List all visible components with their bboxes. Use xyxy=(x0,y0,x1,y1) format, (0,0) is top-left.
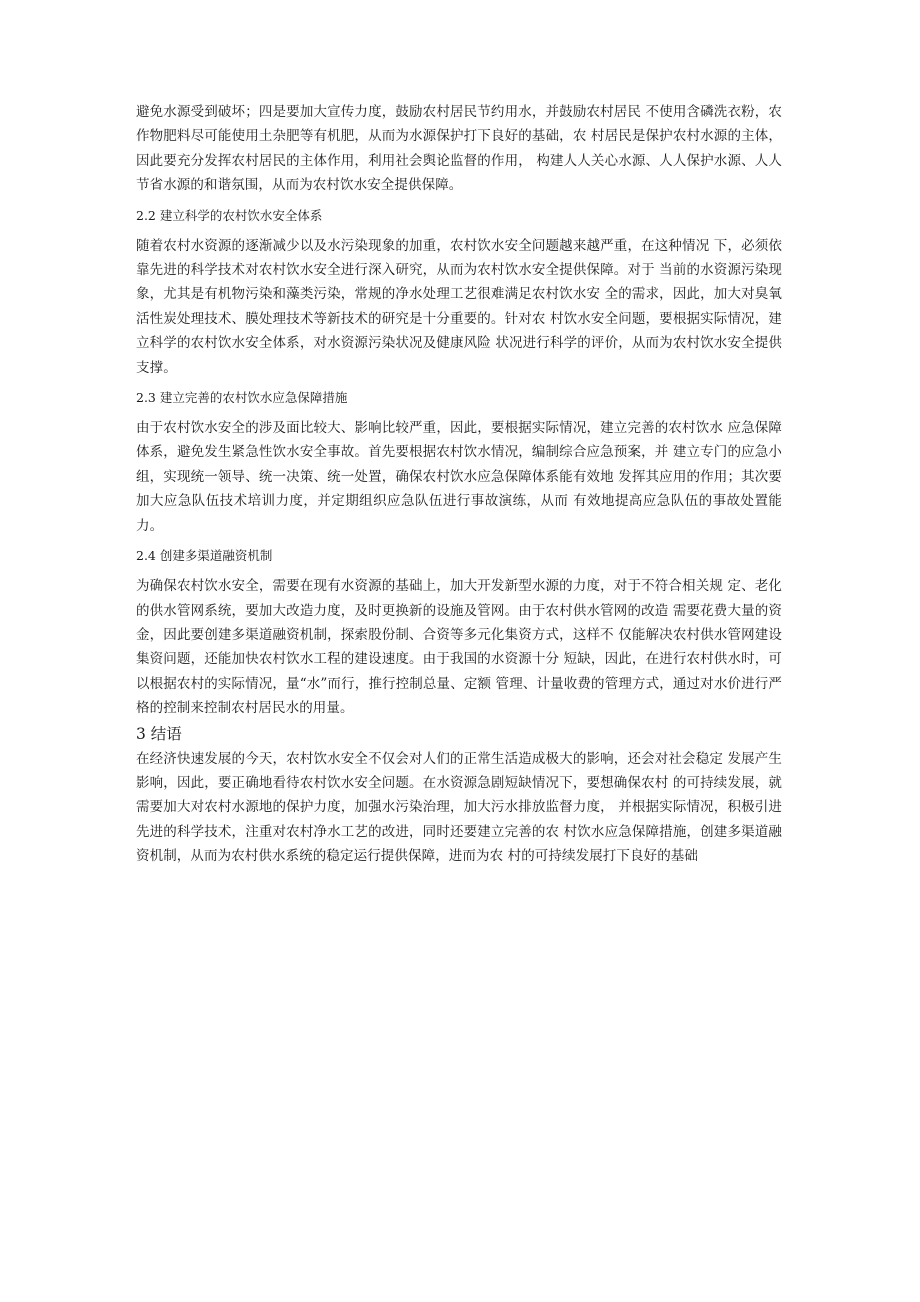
document-page xyxy=(136,100,782,869)
section-3-heading: 3 结语 xyxy=(136,724,182,743)
section-2-2-body: 随着农村水资源的逐渐减少以及水污染现象的加重，农村饮水安全问题越来越严重，在这种情况 下，必须依靠先进的科学技术对农村饮水安全进行深入研究，从而为农村饮水安全提供保障。对于 当前的水资源污染现象，尤其是有机物污染和藻类污染，常规的净水处理工艺很难满足农村饮水安 全的需求，因此，加大对臭氧活性炭处理技术、膜处理技术等新技术的研究是十分重要的。针对农 村饮水安全问题，要根据实际情况，建立科学的农村饮水安全体系，对水资源污染状况及健康风险 状况进行科学的评价，从而为农村饮水安全提供支撑。 xyxy=(136,237,782,376)
section-2-4-body: 为确保农村饮水安全，需要在现有水资源的基础上，加大开发新型水源的力度，对于不符合相关规 定、老化的供水管网系统，要加大改造力度，及时更换新的设施及管网。由于农村供水管网的改造 需要花费大量的资金，因此要创建多渠道融资机制，探索股份制、合资等多元化集资方式，这样不 仅能解决农村供水管网建设集资问题，还能加快农村饮水工程的建设速度。由于我国的水资源十分 短缺，因此，在进行农村供水时，可以根据农村的实际情况，量“水”而行，推行控制总量、定额 管理、计量收费的管理方式，通过对水价进行严格的控制来控制农村居民水的用量。 xyxy=(136,578,782,717)
section-2-4-heading: 2.4 创建多渠道融资机制 xyxy=(136,548,273,564)
intro-paragraph: 避免水源受到破坏；四是要加大宣传力度，鼓励农村居民节约用水，并鼓励农村居民 不使用含磷洗衣粉，农作物肥料尽可能使用土杂肥等有机肥，从而为水源保护打下良好的基础，农 村居民是保护农村水源的主体，因此要充分发挥农村居民的主体作用，利用社会舆论监督的作用， 构建人人关心水源、人人保护水源、人人节省水源的和谐氛围，从而为农村饮水安全提供保障。 xyxy=(136,104,782,194)
section-2-2-heading: 2.2 建立科学的农村饮水安全体系 xyxy=(136,207,323,223)
section-2-3-body: 由于农村饮水安全的涉及面比较大、影响比较严重，因此，要根据实际情况，建立完善的农村饮水 应急保障体系，避免发生紧急性饮水安全事故。首先要根据农村饮水情况，编制综合应急预案，并 建立专门的应急小组，实现统一领导、统一决策、统一处置，确保农村饮水应急保障体系能有效地 发挥其应用的作用；其次要加大应急队伍技术培训力度，并定期组织应急队伍进行事故演练，从而 有效地提高应急队伍的事故处置能力。 xyxy=(136,420,782,534)
section-2-3-heading: 2.3 建立完善的农村饮水应急保障措施 xyxy=(136,390,348,406)
section-3-body: 在经济快速发展的今天，农村饮水安全不仅会对人们的正常生活造成极大的影响，还会对社会稳定 发展产生影响，因此，要正确地看待农村饮水安全问题。在水资源急剧短缺情况下，要想确保农村 的可持续发展，就需要加大对农村水源地的保护力度，加强水污染治理，加大污水排放监督力度， 并根据实际情况，积极引进先进的科学技术，注重对农村净水工艺的改进，同时还要建立完善的农 村饮水应急保障措施，创建多渠道融资机制，从而为农村供水系统的稳定运行提供保障，进而为农 村的可持续发展打下良好的基础 xyxy=(136,750,782,865)
